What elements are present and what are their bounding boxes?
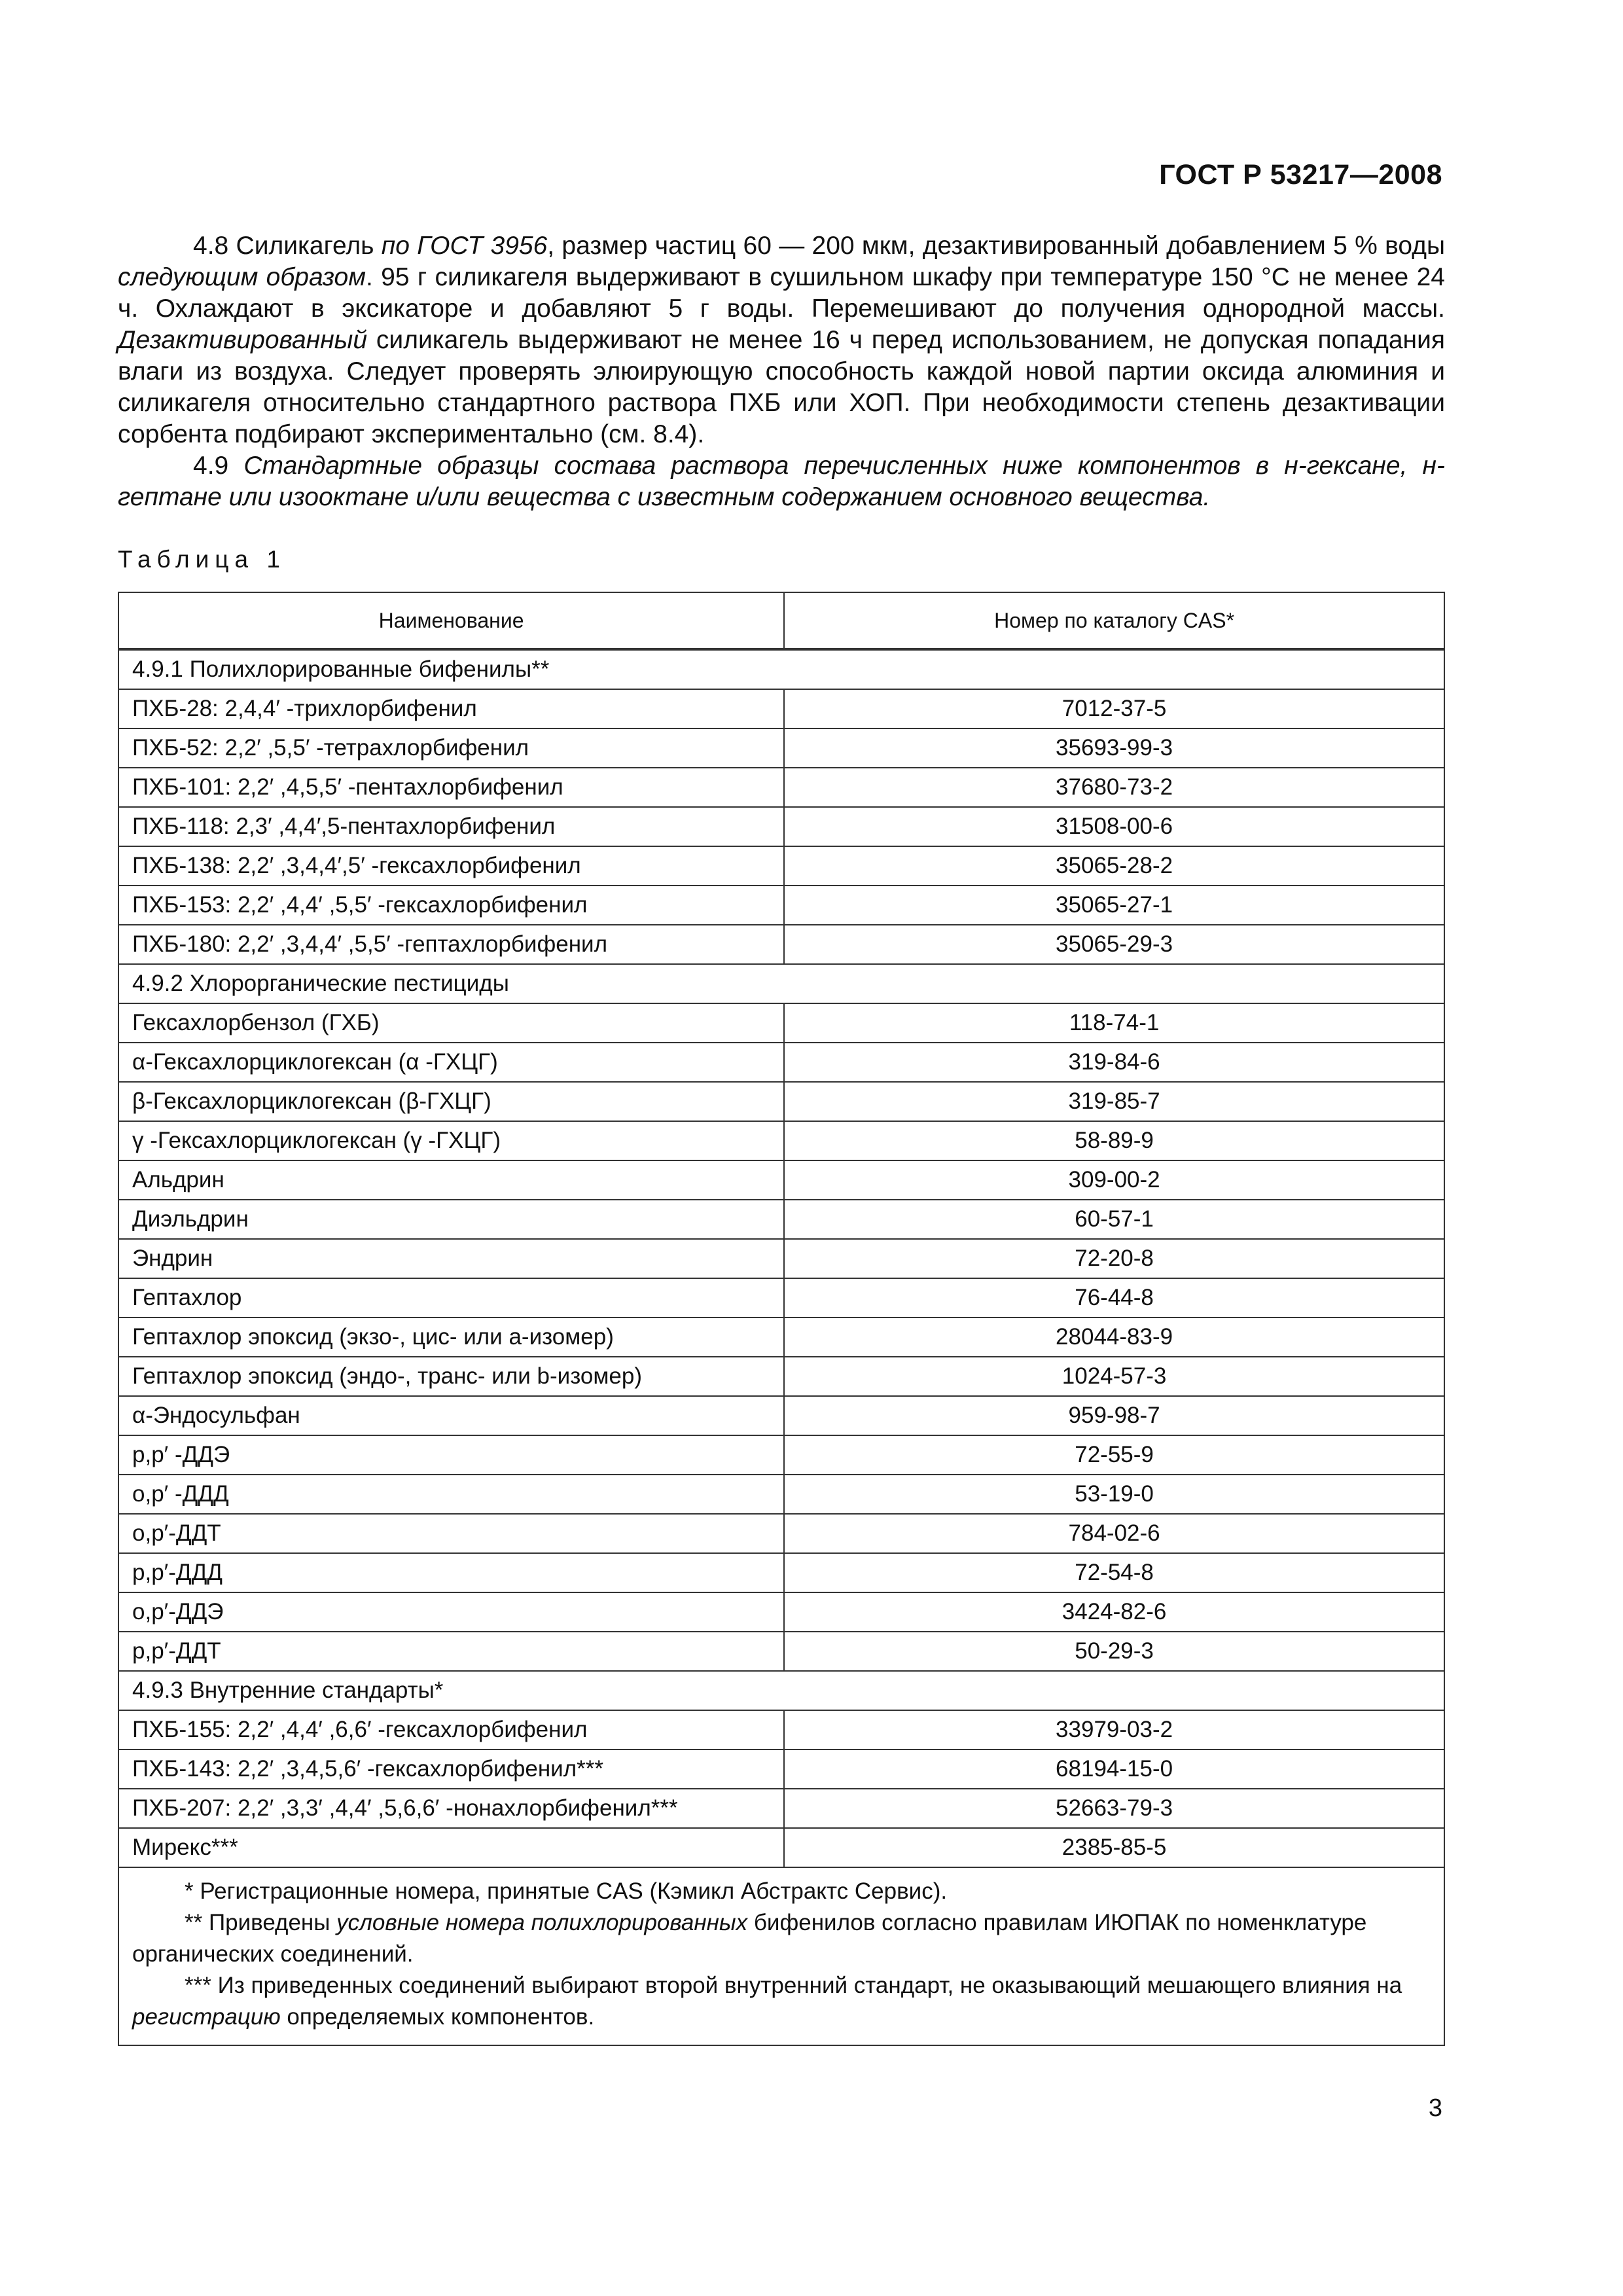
table-row xyxy=(118,728,1444,768)
header-name: Наименование xyxy=(118,592,784,649)
table-row xyxy=(118,1278,1444,1318)
cas-number: 58-89-9 xyxy=(784,1121,1444,1160)
table-row xyxy=(118,689,1444,728)
compound-name: p,p′-ДДТ xyxy=(118,1632,784,1671)
table-row xyxy=(118,1475,1444,1514)
note-2-a: ** Приведены xyxy=(185,1910,337,1935)
table-row xyxy=(118,1121,1444,1160)
table-row xyxy=(118,1357,1444,1396)
cas-number: 319-84-6 xyxy=(784,1043,1444,1082)
table-row xyxy=(118,768,1444,807)
compound-name: Гексахлорбензол (ГХБ) xyxy=(118,1003,784,1043)
cas-number: 72-54-8 xyxy=(784,1553,1444,1592)
p48-e: . 95 г силикагеля выдерживают в сушильном шкафу при температуре 150 °С не менее 24 ч. Охлаждают в эксикаторе и добавляют 5 г воды. Перемешивают до получения однородной массы. xyxy=(118,263,1445,323)
paragraph-4-8 xyxy=(118,230,1445,450)
section-title: 4.9.3 Внутренние стандарты* xyxy=(118,1671,1444,1710)
cas-number: 37680-73-2 xyxy=(784,768,1444,807)
note-2-b: условные номера полихлорированных xyxy=(336,1910,748,1935)
table-row xyxy=(118,1435,1444,1475)
compound-name: ПХБ-153: 2,2′ ,4,4′ ,5,5′ -гексахлорбифенил xyxy=(118,886,784,925)
note-2-c: бифенилов согласно правилам ИЮПАК по номенклатуре органических соединений. xyxy=(132,1910,1367,1967)
table-row xyxy=(118,1396,1444,1435)
compound-name: o,p′ -ДДД xyxy=(118,1475,784,1514)
compound-name: β-Гексахлорциклогексан (β-ГХЦГ) xyxy=(118,1082,784,1121)
compound-name: ПХБ-138: 2,2′ ,3,4,4′,5′ -гексахлорбифенил xyxy=(118,846,784,886)
compound-name: o,p′-ДДТ xyxy=(118,1514,784,1553)
table-notes xyxy=(118,1867,1444,2045)
cas-number: 28044-83-9 xyxy=(784,1318,1444,1357)
cas-number: 35065-28-2 xyxy=(784,846,1444,886)
cas-number: 33979-03-2 xyxy=(784,1710,1444,1749)
cas-number: 52663-79-3 xyxy=(784,1789,1444,1828)
compound-name: Мирекс*** xyxy=(118,1828,784,1867)
note-1-text: * Регистрационные номера, принятые CAS (Кэмикл Абстрактс Сервис). xyxy=(185,1878,948,1904)
section-row xyxy=(118,1671,1444,1710)
cas-number: 319-85-7 xyxy=(784,1082,1444,1121)
section-title: 4.9.1 Полихлорированные бифенилы** xyxy=(118,649,1444,689)
cas-number: 7012-37-5 xyxy=(784,689,1444,728)
table-row xyxy=(118,1592,1444,1632)
cas-number: 60-57-1 xyxy=(784,1200,1444,1239)
p48-d: следующим образом xyxy=(118,263,366,291)
table-header-row xyxy=(118,592,1444,649)
cas-number: 1024-57-3 xyxy=(784,1357,1444,1396)
p48-g: силикагель выдерживают не менее 16 ч перед использованием, не допуская попадания влаги из воздуха. Следует проверять элюирующую способность каждой новой партии оксида алюминия и силикагеля относительно стандартного раствора ПХБ или ХОП. При необходимости степень дезактивации сорбента подбирают экспериментально (см. 8.4). xyxy=(118,326,1445,448)
table-row xyxy=(118,886,1444,925)
compound-name: Альдрин xyxy=(118,1160,784,1200)
note-1 xyxy=(132,1876,1431,1907)
p49-b: Стандартные образцы состава раствора перечисленных ниже компонентов в н-гексане, н-гептане или изооктане и/или вещества с известным содержанием основного вещества. xyxy=(118,452,1445,511)
note-2 xyxy=(132,1907,1431,1970)
table-caption: Таблица 1 xyxy=(118,546,286,573)
cas-number: 35065-27-1 xyxy=(784,886,1444,925)
compound-name: p,p′ -ДДЭ xyxy=(118,1435,784,1475)
header-cas: Номер по каталогу CAS* xyxy=(784,592,1444,649)
section-title: 4.9.2 Хлорорганические пестициды xyxy=(118,964,1444,1003)
compound-name: Гептахлор эпоксид (экзо-, цис- или a-изомер) xyxy=(118,1318,784,1357)
table-row xyxy=(118,1514,1444,1553)
cas-number: 309-00-2 xyxy=(784,1160,1444,1200)
cas-number: 72-20-8 xyxy=(784,1239,1444,1278)
cas-number: 784-02-6 xyxy=(784,1514,1444,1553)
compound-name: Диэльдрин xyxy=(118,1200,784,1239)
cas-number: 68194-15-0 xyxy=(784,1749,1444,1789)
p48-a: 4.8 Силикагель xyxy=(193,232,382,260)
table-row xyxy=(118,807,1444,846)
compound-name: ПХБ-207: 2,2′ ,3,3′ ,4,4′ ,5,6,6′ -нонахлорбифенил*** xyxy=(118,1789,784,1828)
compound-name: p,p′-ДДД xyxy=(118,1553,784,1592)
table-row xyxy=(118,1043,1444,1082)
cas-number: 76-44-8 xyxy=(784,1278,1444,1318)
note-3-a: *** Из приведенных соединений выбирают второй внутренний стандарт, не оказывающий мешающего влияния на xyxy=(185,1973,1402,1998)
table-row xyxy=(118,1789,1444,1828)
table-row xyxy=(118,1239,1444,1278)
p48-ref: по ГОСТ 3956 xyxy=(381,232,548,260)
cas-number: 118-74-1 xyxy=(784,1003,1444,1043)
table-row xyxy=(118,1553,1444,1592)
note-3 xyxy=(132,1970,1431,2033)
paragraph-4-9 xyxy=(118,450,1445,513)
p48-c: , размер частиц 60 — 200 мкм, дезактивированный добавлением 5 % воды xyxy=(547,232,1445,260)
note-3-b: регистрацию xyxy=(132,2004,281,2030)
table-row xyxy=(118,1318,1444,1357)
cas-number: 959-98-7 xyxy=(784,1396,1444,1435)
compound-name: ПХБ-180: 2,2′ ,3,4,4′ ,5,5′ -гептахлорбифенил xyxy=(118,925,784,964)
note-3-c: определяемых компонентов. xyxy=(280,2004,595,2030)
table-row xyxy=(118,1003,1444,1043)
cas-number: 31508-00-6 xyxy=(784,807,1444,846)
table-row xyxy=(118,925,1444,964)
compound-name: α-Эндосульфан xyxy=(118,1396,784,1435)
table-row xyxy=(118,1632,1444,1671)
body-text xyxy=(118,230,1445,513)
cas-number: 35693-99-3 xyxy=(784,728,1444,768)
compound-name: γ -Гексахлорциклогексан (γ -ГХЦГ) xyxy=(118,1121,784,1160)
cas-number: 50-29-3 xyxy=(784,1632,1444,1671)
cas-number: 72-55-9 xyxy=(784,1435,1444,1475)
table-body xyxy=(118,649,1444,2045)
table-row xyxy=(118,1828,1444,1867)
cas-table xyxy=(118,592,1445,2046)
cas-number: 3424-82-6 xyxy=(784,1592,1444,1632)
section-row xyxy=(118,964,1444,1003)
compound-name: Эндрин xyxy=(118,1239,784,1278)
table-row xyxy=(118,1710,1444,1749)
table-row xyxy=(118,1082,1444,1121)
compound-name: ПХБ-28: 2,4,4′ -трихлорбифенил xyxy=(118,689,784,728)
notes-row xyxy=(118,1867,1444,2045)
p48-f: Дезактивированный xyxy=(118,326,368,354)
table-row xyxy=(118,1200,1444,1239)
p49-a: 4.9 xyxy=(193,452,244,480)
cas-number: 53-19-0 xyxy=(784,1475,1444,1514)
compound-name: α-Гексахлорциклогексан (α -ГХЦГ) xyxy=(118,1043,784,1082)
table-row xyxy=(118,1160,1444,1200)
table-row xyxy=(118,846,1444,886)
compound-name: Гептахлор xyxy=(118,1278,784,1318)
compound-name: Гептахлор эпоксид (эндо-, транс- или b-изомер) xyxy=(118,1357,784,1396)
section-row xyxy=(118,649,1444,689)
compound-name: ПХБ-143: 2,2′ ,3,4,5,6′ -гексахлорбифенил*** xyxy=(118,1749,784,1789)
compound-name: ПХБ-155: 2,2′ ,4,4′ ,6,6′ -гексахлорбифенил xyxy=(118,1710,784,1749)
compound-name: ПХБ-118: 2,3′ ,4,4′,5-пентахлорбифенил xyxy=(118,807,784,846)
cas-number: 2385-85-5 xyxy=(784,1828,1444,1867)
table-row xyxy=(118,1749,1444,1789)
compound-name: ПХБ-52: 2,2′ ,5,5′ -тетрахлорбифенил xyxy=(118,728,784,768)
compound-name: ПХБ-101: 2,2′ ,4,5,5′ -пентахлорбифенил xyxy=(118,768,784,807)
standard-designation: ГОСТ Р 53217—2008 xyxy=(1159,159,1442,190)
page-number: 3 xyxy=(1428,2094,1442,2122)
cas-number: 35065-29-3 xyxy=(784,925,1444,964)
compound-name: o,p′-ДДЭ xyxy=(118,1592,784,1632)
